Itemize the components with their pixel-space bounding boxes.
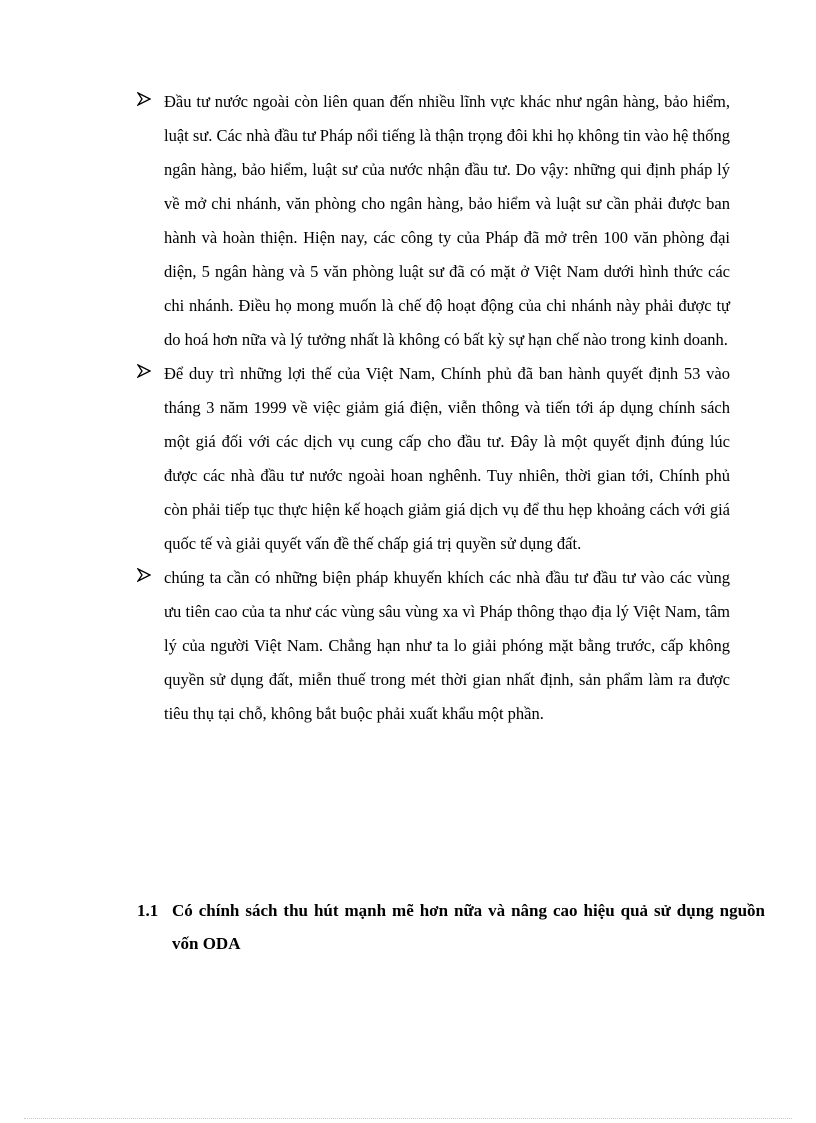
list-item — [137, 561, 730, 731]
section-title: Có chính sách thu hút mạnh mẽ hơn nữa và nâng cao hiệu quả sử dụng nguồn vốn ODA — [172, 901, 765, 953]
list-item — [137, 357, 730, 561]
arrowhead-bullet-icon — [137, 568, 151, 582]
bullet-paragraph: Để duy trì những lợi thế của Việt Nam, Chính phủ đã ban hành quyết định 53 vào tháng 3 năm 1999 về việc giảm giá điện, viễn thông và tiến tới áp dụng chính sách một giá đối với các dịch vụ cung cấp cho đầu tư. Đây là một quyết định đúng lúc được các nhà đầu tư nước ngoài hoan nghênh. Tuy nhiên, thời gian tới, Chính phủ còn phải tiếp tục thực hiện kế hoạch giảm giá dịch vụ để thu hẹp khoảng cách với giá quốc tế và giải quyết vấn đề thế chấp giá trị quyền sử dụng đất. — [164, 364, 730, 553]
list-item — [137, 85, 730, 357]
arrowhead-bullet-icon — [137, 364, 151, 378]
bullet-list — [137, 85, 730, 731]
arrowhead-bullet-icon — [137, 92, 151, 106]
section-number: 1.1 — [137, 901, 159, 920]
section-heading — [137, 894, 765, 960]
page-bottom-divider — [24, 1118, 792, 1119]
bullet-paragraph: chúng ta cần có những biện pháp khuyến khích các nhà đầu tư đầu tư vào các vùng ưu tiên cao của ta như các vùng sâu vùng xa vì Pháp thông thạo địa lý Việt Nam, tâm lý của người Việt Nam. Chẳng hạn như ta lo giải phóng mặt bằng trước, cấp không quyền sử dụng đất, miễn thuế trong mét thời gian nhất định, sản phẩm làm ra được tiêu thụ tại chỗ, không bắt buộc phải xuất khẩu một phần. — [164, 568, 730, 723]
bullet-paragraph: Đầu tư nước ngoài còn liên quan đến nhiều lĩnh vực khác như ngân hàng, bảo hiểm, luật sư. Các nhà đầu tư Pháp nổi tiếng là thận trọng đôi khi họ không tin vào hệ thống ngân hàng, bảo hiểm, luật sư của nước nhận đầu tư. Do vậy: những qui định pháp lý về mở chi nhánh, văn phòng cho ngân hàng, bảo hiểm và luật sư cần phải được ban hành và hoàn thiện. Hiện nay, các công ty của Pháp đã mở trên 100 văn phòng đại diện, 5 ngân hàng và 5 văn phòng luật sư đã có mặt ở Việt Nam dưới hình thức các chi nhánh. Điều họ mong muốn là chế độ hoạt động của chi nhánh này phải được tự do hoá hơn nữa và lý tưởng nhất là không có bất kỳ sự hạn chế nào trong kinh doanh. — [164, 92, 730, 349]
